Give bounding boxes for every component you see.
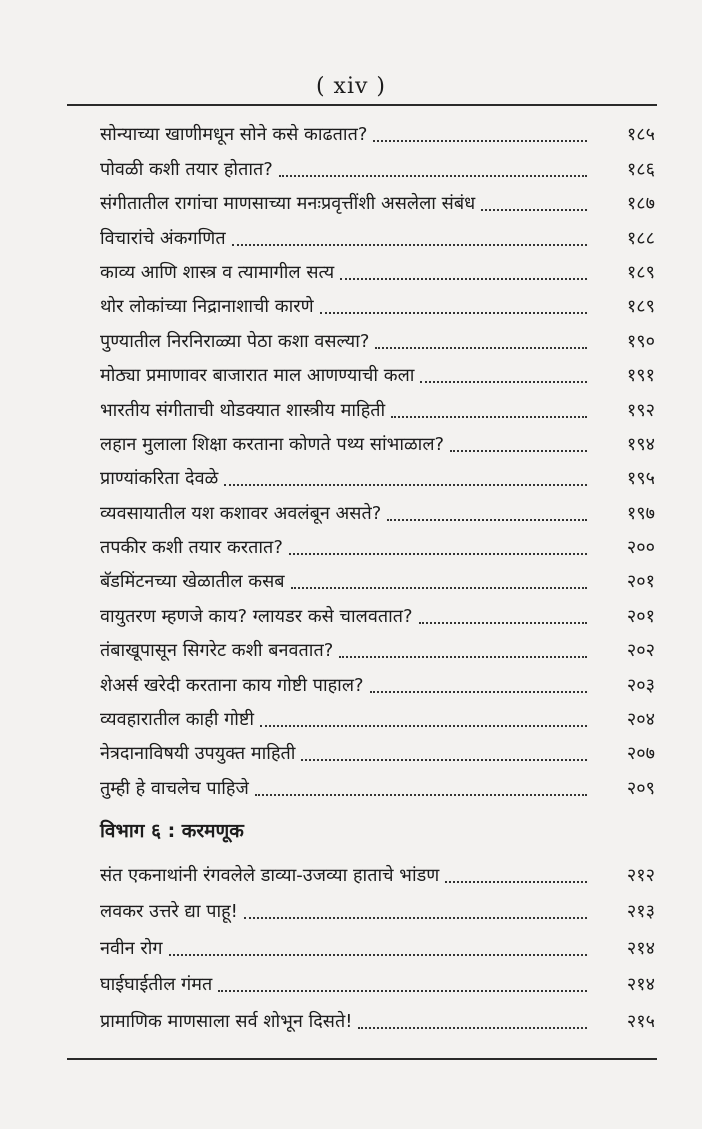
toc-entry-page: २०२ xyxy=(626,640,655,662)
toc-entry-title: थोर लोकांच्या निद्रानाशाची कारणे xyxy=(100,296,314,318)
toc-entry-page: २०४ xyxy=(626,709,655,731)
toc-entry xyxy=(100,217,655,251)
toc-entry-title: शेअर्स खरेदी करताना काय गोष्टी पाहाल? xyxy=(100,674,364,696)
toc-entry-title: व्यवसायातील यश कशावर अवलंबून असते? xyxy=(100,502,382,524)
toc-entry-page: १९७ xyxy=(626,502,655,524)
toc-entry-title: संत एकनाथांनी रंगवलेले डाव्या-उजव्या हाताचे भांडण xyxy=(100,864,440,886)
dot-leader xyxy=(420,381,587,383)
page-number: ( xiv ) xyxy=(315,74,387,99)
dot-leader xyxy=(255,794,587,796)
dot-leader xyxy=(481,209,587,211)
dot-leader xyxy=(244,917,587,919)
toc-entry-title: लवकर उत्तरे द्या पाहू! xyxy=(100,901,238,922)
section-toc-list xyxy=(100,852,655,1035)
toc-entry-page: १८९ xyxy=(626,261,655,283)
toc-entry-title: सोन्याच्या खाणीमधून सोने कसे काढतात? xyxy=(100,124,368,146)
toc-entry xyxy=(100,925,655,962)
toc-entry-title: लहान मुलाला शिक्षा करताना कोणते पथ्य सांभाळाल? xyxy=(100,433,445,455)
dot-leader xyxy=(419,622,587,624)
toc-entry-page: १९१ xyxy=(626,365,655,387)
toc-entry-title: नवीन रोग xyxy=(100,937,163,959)
toc-entry-title: तपकीर कशी तयार करतात? xyxy=(100,537,283,559)
toc-entry-page: २०१ xyxy=(626,605,655,627)
dot-leader xyxy=(340,278,587,280)
toc-entry-title: संगीतातील रागांचा माणसाच्या मनःप्रवृत्तींशी असलेला संबंध xyxy=(100,193,476,215)
toc-entry-title: व्यवहारातील काही गोष्टी xyxy=(100,709,255,731)
toc-entry xyxy=(100,733,655,767)
bottom-rule xyxy=(67,1058,657,1060)
toc-entry xyxy=(100,355,655,389)
dot-leader xyxy=(370,691,587,693)
toc-entry xyxy=(100,962,655,999)
toc-entry xyxy=(100,889,655,926)
toc-entry-title: तुम्ही हे वाचलेच पाहिजे xyxy=(100,777,249,799)
toc-entry-title: पुण्यातील निरनिराळ्या पेठा कशा वसल्या? xyxy=(100,330,370,352)
toc-entry-page: १८७ xyxy=(626,193,655,215)
dot-leader xyxy=(387,519,587,521)
toc-entry xyxy=(100,527,655,561)
toc-entry-page: १८५ xyxy=(626,124,655,146)
toc-entry-title: बॅडमिंटनच्या खेळातील कसब xyxy=(100,571,285,593)
toc-entry-page: २१४ xyxy=(626,937,655,959)
toc-entry xyxy=(100,630,655,664)
toc-entry-title: मोठ्या प्रमाणावर बाजारात माल आणण्याची कला xyxy=(100,365,415,387)
toc-entry-title: प्रामाणिक माणसाला सर्व शोभून दिसते! xyxy=(100,1010,353,1032)
toc-entry xyxy=(100,561,655,595)
dot-leader xyxy=(450,450,587,452)
toc-entry xyxy=(100,852,655,889)
toc-entry xyxy=(100,114,655,148)
dot-leader xyxy=(289,553,587,555)
dot-leader xyxy=(169,954,587,956)
dot-leader xyxy=(232,244,587,246)
toc-entry-page: १९५ xyxy=(626,468,655,490)
toc-entry-title: प्राण्यांकरिता देवळे xyxy=(100,468,219,490)
toc-entry-page: २०१ xyxy=(626,571,655,593)
dot-leader xyxy=(260,725,587,727)
dot-leader xyxy=(445,881,587,883)
toc-entry-title: विचारांचे अंकगणित xyxy=(100,227,226,249)
toc-entry xyxy=(100,389,655,423)
toc-entry-page: २०३ xyxy=(626,674,655,696)
toc-entry xyxy=(100,664,655,698)
toc-entry-page: १८८ xyxy=(626,227,655,249)
section-heading: विभाग ६ : करमणूक xyxy=(100,820,244,842)
toc-entry-page: २१२ xyxy=(626,864,655,886)
toc-entry-page: १९० xyxy=(626,330,655,352)
toc-entry-page: १८९ xyxy=(626,296,655,318)
toc-entry-page: १९२ xyxy=(626,399,655,421)
toc-entry xyxy=(100,424,655,458)
toc-list xyxy=(100,114,655,802)
top-rule xyxy=(67,104,657,106)
toc-entry-title: वायुतरण म्हणजे काय? ग्लायडर कसे चालवतात? xyxy=(100,605,413,627)
toc-entry xyxy=(100,252,655,286)
dot-leader xyxy=(375,347,587,349)
toc-entry-title: तंबाखूपासून सिगरेट कशी बनवतात? xyxy=(100,640,334,662)
toc-entry xyxy=(100,183,655,217)
dot-leader xyxy=(373,140,587,142)
toc-entry-page: २०७ xyxy=(626,743,655,765)
dot-leader xyxy=(391,416,587,418)
toc-entry-page: १८६ xyxy=(626,158,655,180)
toc-entry-page: २०९ xyxy=(626,777,655,799)
toc-entry-title: घाईघाईतील गंमत xyxy=(100,974,213,995)
toc-entry-page: २१४ xyxy=(626,974,655,995)
toc-entry-page: २१५ xyxy=(626,1010,655,1032)
toc-entry xyxy=(100,699,655,733)
toc-entry-page: १९४ xyxy=(626,433,655,455)
dot-leader xyxy=(291,587,587,589)
toc-entry xyxy=(100,286,655,320)
dot-leader xyxy=(339,656,587,658)
toc-entry xyxy=(100,320,655,354)
dot-leader xyxy=(224,484,587,486)
dot-leader xyxy=(358,1027,587,1029)
dot-leader xyxy=(301,759,587,761)
toc-entry-title: भारतीय संगीताची थोडक्यात शास्त्रीय माहिती xyxy=(100,399,386,421)
dot-leader xyxy=(218,990,587,992)
toc-entry-title: नेत्रदानाविषयी उपयुक्त माहिती xyxy=(100,743,296,765)
toc-entry xyxy=(100,492,655,526)
toc-entry xyxy=(100,767,655,801)
toc-entry-page: २१३ xyxy=(626,901,655,922)
toc-entry-page: २०० xyxy=(626,537,655,559)
toc-entry xyxy=(100,998,655,1035)
dot-leader xyxy=(320,312,587,314)
dot-leader xyxy=(279,175,587,177)
toc-entry xyxy=(100,148,655,182)
toc-entry xyxy=(100,595,655,629)
toc-entry-title: काव्य आणि शास्त्र व त्यामागील सत्य xyxy=(100,261,335,283)
toc-entry-title: पोवळी कशी तयार होतात? xyxy=(100,158,273,180)
toc-entry xyxy=(100,458,655,492)
